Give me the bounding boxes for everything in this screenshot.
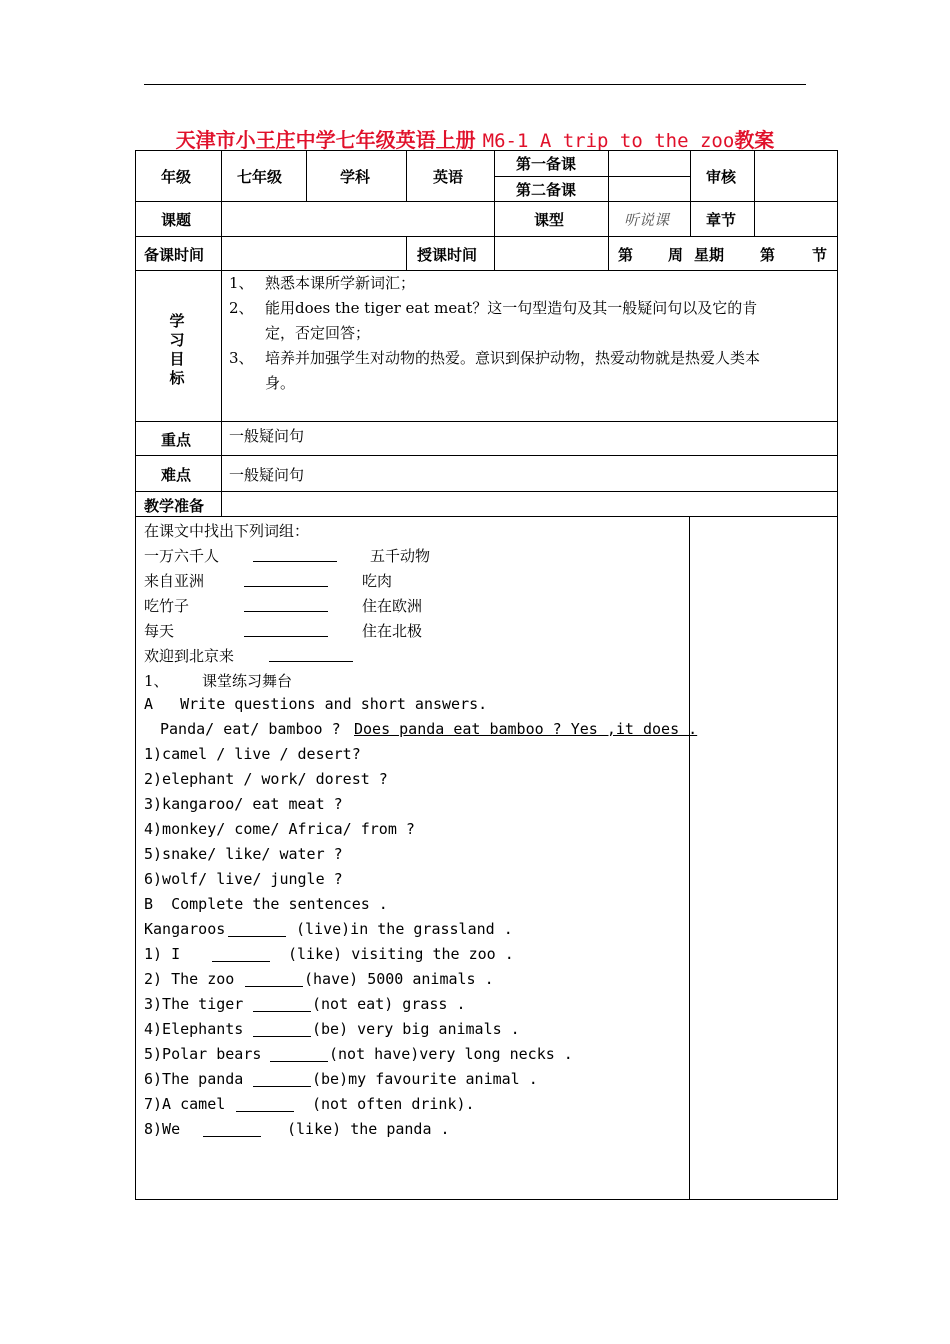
chapter-label: 章节 xyxy=(706,211,737,229)
difficulty-label: 难点 xyxy=(161,466,192,484)
prep-time-value-cell xyxy=(221,236,407,271)
difficulty-value: 一般疑问句 xyxy=(229,466,305,484)
stage-heading: 1、 课堂练习舞台 xyxy=(144,672,293,690)
answer-blank xyxy=(244,624,328,637)
key-value: 一般疑问句 xyxy=(229,427,305,445)
answer-blank xyxy=(244,574,328,587)
example-question: Panda/ eat/ bamboo ? xyxy=(160,720,341,738)
answer-blank xyxy=(253,1074,311,1087)
difficulty-value-cell xyxy=(221,455,838,492)
question-item: 6)wolf/ live/ jungle ? xyxy=(144,870,343,888)
question-item: 3)kangaroo/ eat meat ? xyxy=(144,795,343,813)
page-title xyxy=(0,124,950,153)
example-answer: Does panda eat bamboo ? Yes ,it does . xyxy=(354,720,698,738)
review-value-cell xyxy=(754,150,838,202)
week-di2: 第 xyxy=(760,246,776,264)
objectives-label-text: 学 习 目 标 xyxy=(169,312,185,387)
sentence-item: 1) I (like) visiting the zoo . xyxy=(144,945,514,963)
question-item: 1)camel / live / desert? xyxy=(144,745,361,763)
teach-time-value-cell xyxy=(494,236,609,271)
sentence-item: 6)The panda (be)my favourite animal . xyxy=(144,1070,538,1088)
part-b-title: B Complete the sentences . xyxy=(144,895,388,913)
prep2-value-cell xyxy=(608,176,691,202)
chapter-value-cell xyxy=(754,201,838,237)
answer-blank xyxy=(269,649,353,662)
objective-item: 3、 培养并加强学生对动物的热爱。意识到保护动物，热爱动物就是热爱人类本 xyxy=(229,349,761,367)
prep2-label: 第二备课 xyxy=(516,181,577,199)
objective-item: 2、 能用does the tiger eat meat？这一句型造句及其一般疑问句以及它的肯 xyxy=(229,299,758,317)
prep-value-cell xyxy=(221,491,838,517)
title-school: 天津市小王庄中学七年级英语上册 xyxy=(175,128,476,152)
answer-blank xyxy=(244,599,328,612)
phrase-row: 吃竹子 住在欧洲 xyxy=(144,597,423,615)
phrase-row: 欢迎到北京来 xyxy=(144,645,234,666)
grade-label: 年级 xyxy=(161,168,192,186)
notes-cell xyxy=(689,516,838,1200)
part-a-title: A Write questions and short answers. xyxy=(144,695,488,713)
prep-time-label: 备课时间 xyxy=(144,246,205,264)
topic-label: 课题 xyxy=(161,211,192,229)
prep1-label: 第一备课 xyxy=(516,155,577,173)
content-intro: 在课文中找出下列词组： xyxy=(144,522,310,540)
title-lesson: M6-1 A trip to the zoo xyxy=(482,130,735,152)
top-rule xyxy=(144,84,806,85)
week-xingqi: 星期 xyxy=(694,246,725,264)
answer-blank xyxy=(228,924,286,937)
subject-label: 学科 xyxy=(340,168,371,186)
answer-blank xyxy=(253,1024,311,1037)
question-item: 2)elephant / work/ dorest ? xyxy=(144,770,388,788)
week-di: 第 xyxy=(618,246,634,264)
answer-blank xyxy=(270,1049,328,1062)
grade-value: 七年级 xyxy=(237,168,283,186)
topic-value-cell xyxy=(221,201,495,237)
key-label: 重点 xyxy=(161,431,192,449)
title-suffix: 教案 xyxy=(734,128,775,152)
sentence-item: 3)The tiger (not eat) grass . xyxy=(144,995,466,1013)
objective-item-cont: 身。 xyxy=(265,374,296,392)
objective-item-cont: 定，否定回答； xyxy=(265,324,371,342)
teach-time-label: 授课时间 xyxy=(417,246,478,264)
week-jie: 节 xyxy=(812,246,828,264)
sentence-item: 4)Elephants (be) very big animals . xyxy=(144,1020,520,1038)
answer-blank xyxy=(236,1099,294,1112)
sentence-item: 8)We (like) the panda . xyxy=(144,1120,450,1138)
type-label: 课型 xyxy=(534,211,565,229)
phrase-row: 每天 住在北极 xyxy=(144,622,423,640)
sentence-item: Kangaroos (live)in the grassland . xyxy=(144,920,513,938)
type-value: 听说课 xyxy=(624,211,670,229)
key-value-cell xyxy=(221,421,838,456)
phrase-row: 来自亚洲 吃肉 xyxy=(144,572,393,590)
answer-blank xyxy=(253,999,311,1012)
answer-blank xyxy=(203,1124,261,1137)
question-item: 5)snake/ like/ water ? xyxy=(144,845,343,863)
answer-blank xyxy=(253,549,337,562)
objectives-list xyxy=(229,271,834,396)
subject-value: 英语 xyxy=(433,168,464,186)
prep-label: 教学准备 xyxy=(144,497,205,515)
sentence-item: 2) The zoo (have) 5000 animals . xyxy=(144,970,494,988)
objective-item: 1、 熟悉本课所学新词汇； xyxy=(229,274,416,292)
sentence-item: 5)Polar bears (not have)very long necks . xyxy=(144,1045,573,1063)
objectives-label xyxy=(167,312,187,388)
review-label: 审核 xyxy=(706,168,737,186)
week-zhou: 周 xyxy=(668,246,684,264)
sentence-item: 7)A camel (not often drink). xyxy=(144,1095,475,1113)
answer-blank xyxy=(245,974,303,987)
question-item: 4)monkey/ come/ Africa/ from ? xyxy=(144,820,415,838)
phrase-row: 一万六千人 五千动物 xyxy=(144,547,431,565)
prep1-value-cell xyxy=(608,150,691,177)
answer-blank xyxy=(212,949,270,962)
